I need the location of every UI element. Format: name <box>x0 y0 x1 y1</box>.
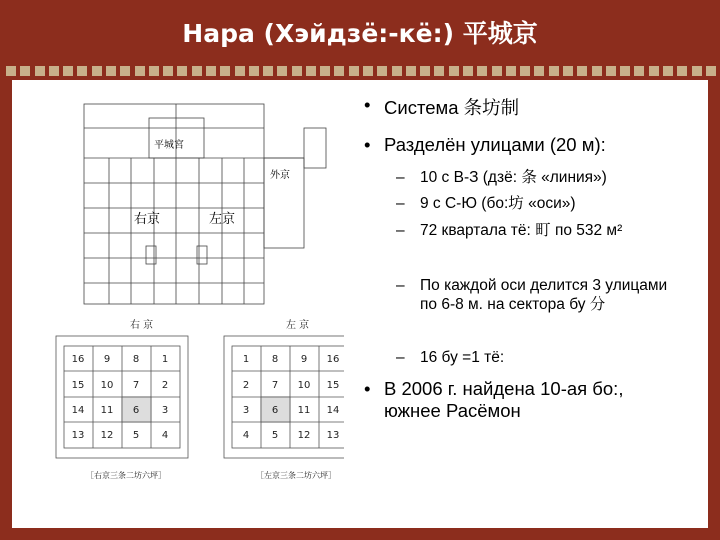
bullet-3-text: В 2006 г. найдена 10-ая бо:, южнее Расёмон <box>384 378 624 421</box>
svg-text:4: 4 <box>161 430 169 441</box>
bullet-2: • Разделён улицами (20 м): <box>364 134 606 155</box>
right-capital-small-label: 右 京 <box>130 320 154 331</box>
svg-text:1: 1 <box>242 354 250 365</box>
bullet-1-text: Система 条坊制 <box>384 97 520 118</box>
outer-capital-label: 外京 <box>270 170 290 181</box>
city-plan <box>84 104 326 304</box>
bullet-1: • Система 条坊制 <box>364 94 520 118</box>
svg-text:14: 14 <box>326 405 340 416</box>
svg-text:12: 12 <box>100 430 114 441</box>
caption-left-block: ［左京三条二坊六坪］ <box>256 471 336 480</box>
content-panel <box>12 80 708 528</box>
svg-text:4: 4 <box>242 430 250 441</box>
svg-text:11: 11 <box>100 405 114 416</box>
svg-text:15: 15 <box>71 380 85 391</box>
svg-text:13: 13 <box>71 430 85 441</box>
subbullet-3: – 72 квартала тё: 町 по 532 м² <box>396 222 623 239</box>
caption-right-block: ［右京三条二坊六坪］ <box>86 471 166 480</box>
svg-text:8: 8 <box>271 354 279 365</box>
svg-text:5: 5 <box>271 430 279 441</box>
slide-title: Нара (Хэйдзё:-кё:) 平城京 <box>182 19 538 48</box>
svg-text:15: 15 <box>326 380 340 391</box>
bullet-3: • В 2006 г. найдена 10-ая бо:, южнее Расёмон <box>364 378 684 422</box>
svg-text:2: 2 <box>161 380 169 391</box>
left-capital-small-label: 左 京 <box>286 320 310 331</box>
svg-text:8: 8 <box>132 354 140 365</box>
svg-text:11: 11 <box>297 405 311 416</box>
subbullet-2: – 9 с С-Ю (бо:坊 «оси») <box>396 195 576 212</box>
right-capital-label: 右京 <box>134 212 161 227</box>
subbullet-1: – 10 с В-З (дзё: 条 «линия») <box>396 169 607 186</box>
bullet-2-text: Разделён улицами (20 м): <box>384 134 606 155</box>
svg-text:9: 9 <box>103 354 111 365</box>
svg-text:3: 3 <box>242 405 250 416</box>
svg-text:16: 16 <box>326 354 340 365</box>
right-grid-numbers <box>72 354 169 441</box>
svg-text:13: 13 <box>326 430 340 441</box>
svg-text:10: 10 <box>297 380 311 391</box>
svg-text:14: 14 <box>71 405 85 416</box>
svg-text:7: 7 <box>132 380 140 391</box>
subbullet-5: – 16 бу =1 тё: <box>396 349 505 366</box>
decorative-dot-row <box>6 66 716 78</box>
svg-text:12: 12 <box>297 430 311 441</box>
svg-text:16: 16 <box>71 354 85 365</box>
svg-text:6: 6 <box>132 405 140 416</box>
heijo-kyo-map-figure <box>34 88 344 498</box>
svg-text:9: 9 <box>300 354 308 365</box>
svg-text:3: 3 <box>161 405 169 416</box>
svg-text:7: 7 <box>271 380 279 391</box>
left-capital-label: 左京 <box>209 212 236 227</box>
left-grid-numbers <box>243 354 340 441</box>
svg-text:6: 6 <box>271 405 279 416</box>
palace-label: 平城宮 <box>154 140 184 151</box>
svg-text:2: 2 <box>242 380 250 391</box>
svg-text:10: 10 <box>100 380 114 391</box>
subbullet-4: – По каждой оси делится 3 улицами по 6-8 м. на сектора бу 分 <box>396 277 668 313</box>
svg-text:1: 1 <box>161 354 169 365</box>
svg-text:5: 5 <box>132 430 140 441</box>
